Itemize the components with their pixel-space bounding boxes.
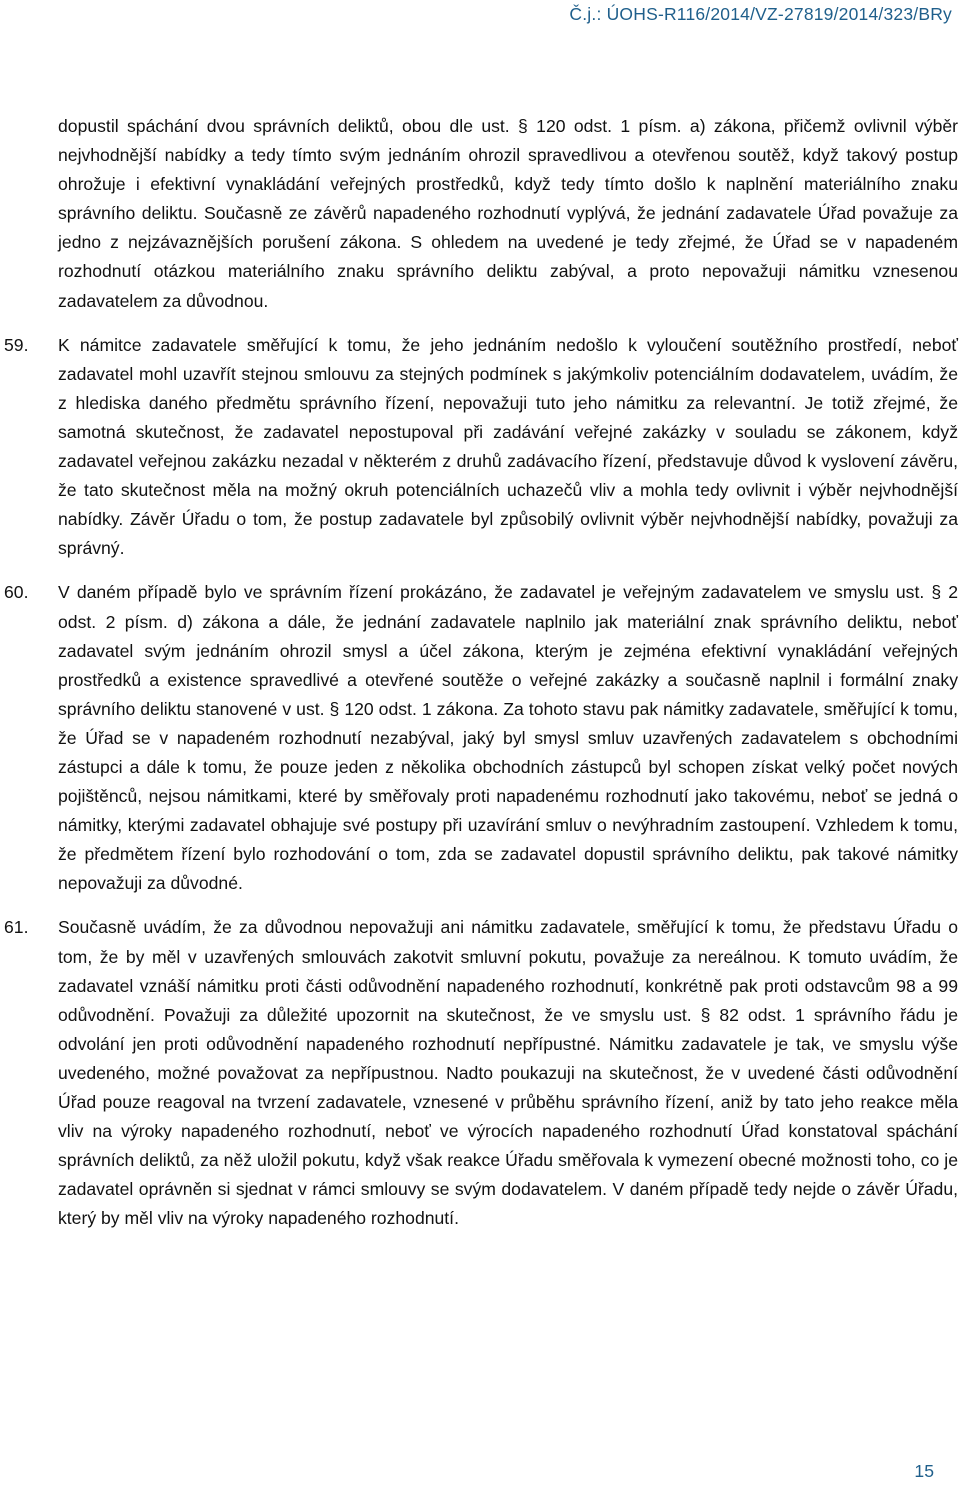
document-reference-header: Č.j.: ÚOHS-R116/2014/VZ-27819/2014/323/BRy [569,4,952,24]
continuation-paragraph: dopustil spáchání dvou správních deliktů, obou dle ust. § 120 odst. 1 písm. a) zákona, přičemž ovlivnil výběr nejvhodnější nabídky a tedy tímto svým jednáním ohrozil spravedlivou a otevřenou soutěž, když takový postup ohrožuje i efektivní vynakládání veřejných prostředků, když tedy tímto došlo k naplnění materiálního znaku správního deliktu. Současně ze závěrů napadeného rozhodnutí vyplývá, že jednání zadavatele Úřad považuje za jedno z nejzávaznějších porušení zákona. S ohledem na uvedené je tedy zřejmé, že Úřad se v napadeném rozhodnutí otázkou materiálního znaku správního deliktu zabýval, a proto nepovažuji námitku vznesenou zadavatelem za důvodnou. [58,116,958,311]
page-number: 15 [914,1461,934,1481]
paragraph-59 [4,331,958,564]
paragraph-61 [4,913,958,1233]
paragraph-number: 60. [4,582,29,603]
document-body [4,112,958,1248]
paragraph-number: 59. [4,334,29,355]
paragraph-text: K námitce zadavatele směřující k tomu, že jeho jednáním nedošlo k vyloučení soutěžního prostředí, neboť zadavatel mohl uzavřít stejnou smlouvu za stejných podmínek s jakýmkoliv potenciálním dodavatelem, uvádím, že z hlediska daného předmětu správního řízení, nepovažuji tuto jeho námitku za relevantní. Je totiž zřejmé, že samotná skutečnost, že zadavatel nepostupoval při zadávání veřejné zakázky v souladu se zákonem, když zadavatel veřejnou zakázku nezadal v některém z druhů zadávacího řízení, představuje důvod k vyslovení závěru, že tato skutečnost měla na možný okruh potenciálních uchazečů vliv a mohla tedy ovlivnit i výběr nejvhodnější nabídky. Závěr Úřadu o tom, že postup zadavatele byl způsobilý ovlivnit výběr nejvhodnější nabídky, považuji za správný. [58,334,958,559]
paragraph-text: V daném případě bylo ve správním řízení prokázáno, že zadavatel je veřejným zadavatelem ve smyslu ust. § 2 odst. 2 písm. d) zákona a dále, že jednání zadavatele naplnilo jak materiální znak správního deliktu, neboť zadavatel svým jednáním ohrozil smysl a účel zákona, kterým je zejména efektivní vynakládání veřejných prostředků a existence spravedlivé a otevřené soutěže o veřejné zakázky a současně naplnil i formální znaky správního deliktu stanovené v ust. § 120 odst. 1 zákona. Za tohoto stavu pak námitky zadavatele, směřující k tomu, že Úřad se v napadeném rozhodnutí nezabýval, jaký byl smysl smluv uzavřených zadavatelem s obchodními zástupci a dále k tomu, že pouze jeden z několika obchodních zástupců byl schopen získat velký počet nových pojištěnců, nejsou námitkami, které by směřovaly proti napadenému rozhodnutí jako takovému, neboť se jedná o námitky, kterými zadavatel obhajuje své postupy při uzavírání smluv o nevýhradním zastoupení. Vzhledem k tomu, že předmětem řízení bylo rozhodování o tom, zda se zadavatel dopustil správního deliktu, pak takové námitky nepovažuji za důvodné. [58,582,958,894]
paragraph-text: Současně uvádím, že za důvodnou nepovažuji ani námitku zadavatele, směřující k tomu, že představu Úřadu o tom, že by měl v uzavřených smlouvách zakotvit smluvní pokutu, považuje za nereálnou. K tomuto uvádím, že zadavatel vznáší námitku proti části odůvodnění napadeného rozhodnutí, konkrétně pak proti odstavcům 98 a 99 odůvodnění. Považuji za důležité upozornit na skutečnost, že ve smyslu ust. § 82 odst. 1 správního řádu je odvolání jen proti odůvodnění napadeného rozhodnutí nepřípustné. Námitku zadavatele je tak, ve smyslu výše uvedeného, možné považovat za nepřípustnou. Nadto poukazuji na skutečnost, že v uvedené části odůvodnění Úřad pouze reagoval na tvrzení zadavatele, vznesené v průběhu správního řízení, aniž by tato jeho reakce měla vliv na výroky napadeného rozhodnutí, neboť ve výrocích napadeného rozhodnutí Úřad konstatoval spáchání správních deliktů, za něž uložil pokutu, když však reakce Úřadu směřovala k vymezení obecné možnosti toho, co je zadavatel oprávněn si sjednat v rámci smlouvy se svým dodavatelem. V daném případě tedy nejde o závěr Úřadu, který by měl vliv na výroky napadeného rozhodnutí. [58,917,958,1229]
paragraph-number: 61. [4,917,29,938]
paragraph-60 [4,578,958,898]
